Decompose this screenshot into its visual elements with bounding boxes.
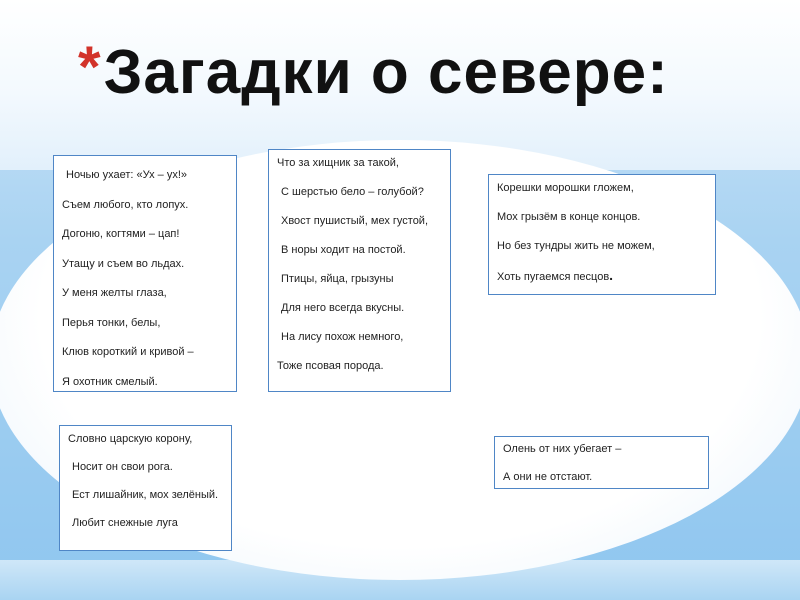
riddle-line: Словно царскую корону, [68, 433, 193, 445]
riddle-line: Догоню, когтями – цап! [62, 228, 180, 240]
riddle-line: Тоже псовая порода. [277, 360, 384, 372]
riddle-box-lemmings [488, 174, 716, 295]
title-asterisk: * [78, 35, 102, 100]
riddle-line: Утащу и съем во льдах. [62, 257, 185, 270]
riddle-line: С шерстью бело – голубой? [281, 186, 424, 198]
riddle-box-owl [53, 155, 237, 392]
riddle-box-wolves [494, 436, 709, 489]
slide-title [78, 28, 669, 113]
riddle-line: Корешки морошки гложем, [497, 182, 634, 194]
riddle-line: Любит снежные луга [72, 517, 178, 529]
riddle-line: Но без тундры жить не можем, [497, 240, 655, 252]
riddle-end-mark: . [609, 267, 614, 283]
riddle-line: Мох грызём в конце концов. [497, 211, 641, 223]
riddle-line: Птицы, яйца, грызуны [281, 273, 394, 285]
riddle-line: Хвост пушистый, мех густой, [281, 215, 429, 227]
title-text: Загадки о севере: [103, 38, 669, 107]
riddle-line: А они не отстают. [503, 471, 593, 483]
riddle-line: Перья тонки, белы, [62, 316, 161, 329]
riddle-line: Носит он свои рога. [72, 461, 173, 473]
riddle-box-reindeer [59, 425, 232, 551]
riddle-line-last [497, 268, 707, 284]
riddle-line: Олень от них убегает – [503, 443, 622, 455]
riddle-line: Я охотник смелый. [62, 375, 158, 388]
riddle-line: В норы ходит на постой. [281, 244, 406, 256]
riddle-box-arctic-fox [268, 149, 451, 392]
riddle-line: Клюв короткий и кривой – [62, 346, 194, 358]
riddle-line: Ночью ухает: «Ух – ух!» [66, 169, 187, 181]
riddle-line: У меня желты глаза, [62, 287, 167, 299]
riddle-line: Что за хищник за такой, [277, 157, 399, 169]
riddle-line: На лису похож немного, [281, 331, 404, 343]
riddle-line: Для него всегда вкусны. [281, 302, 405, 314]
riddle-line-text: Хоть пугаемся песцов [497, 271, 610, 283]
riddle-line: Съем любого, кто лопух. [62, 198, 189, 211]
riddle-line: Ест лишайник, мох зелёный. [72, 489, 219, 501]
